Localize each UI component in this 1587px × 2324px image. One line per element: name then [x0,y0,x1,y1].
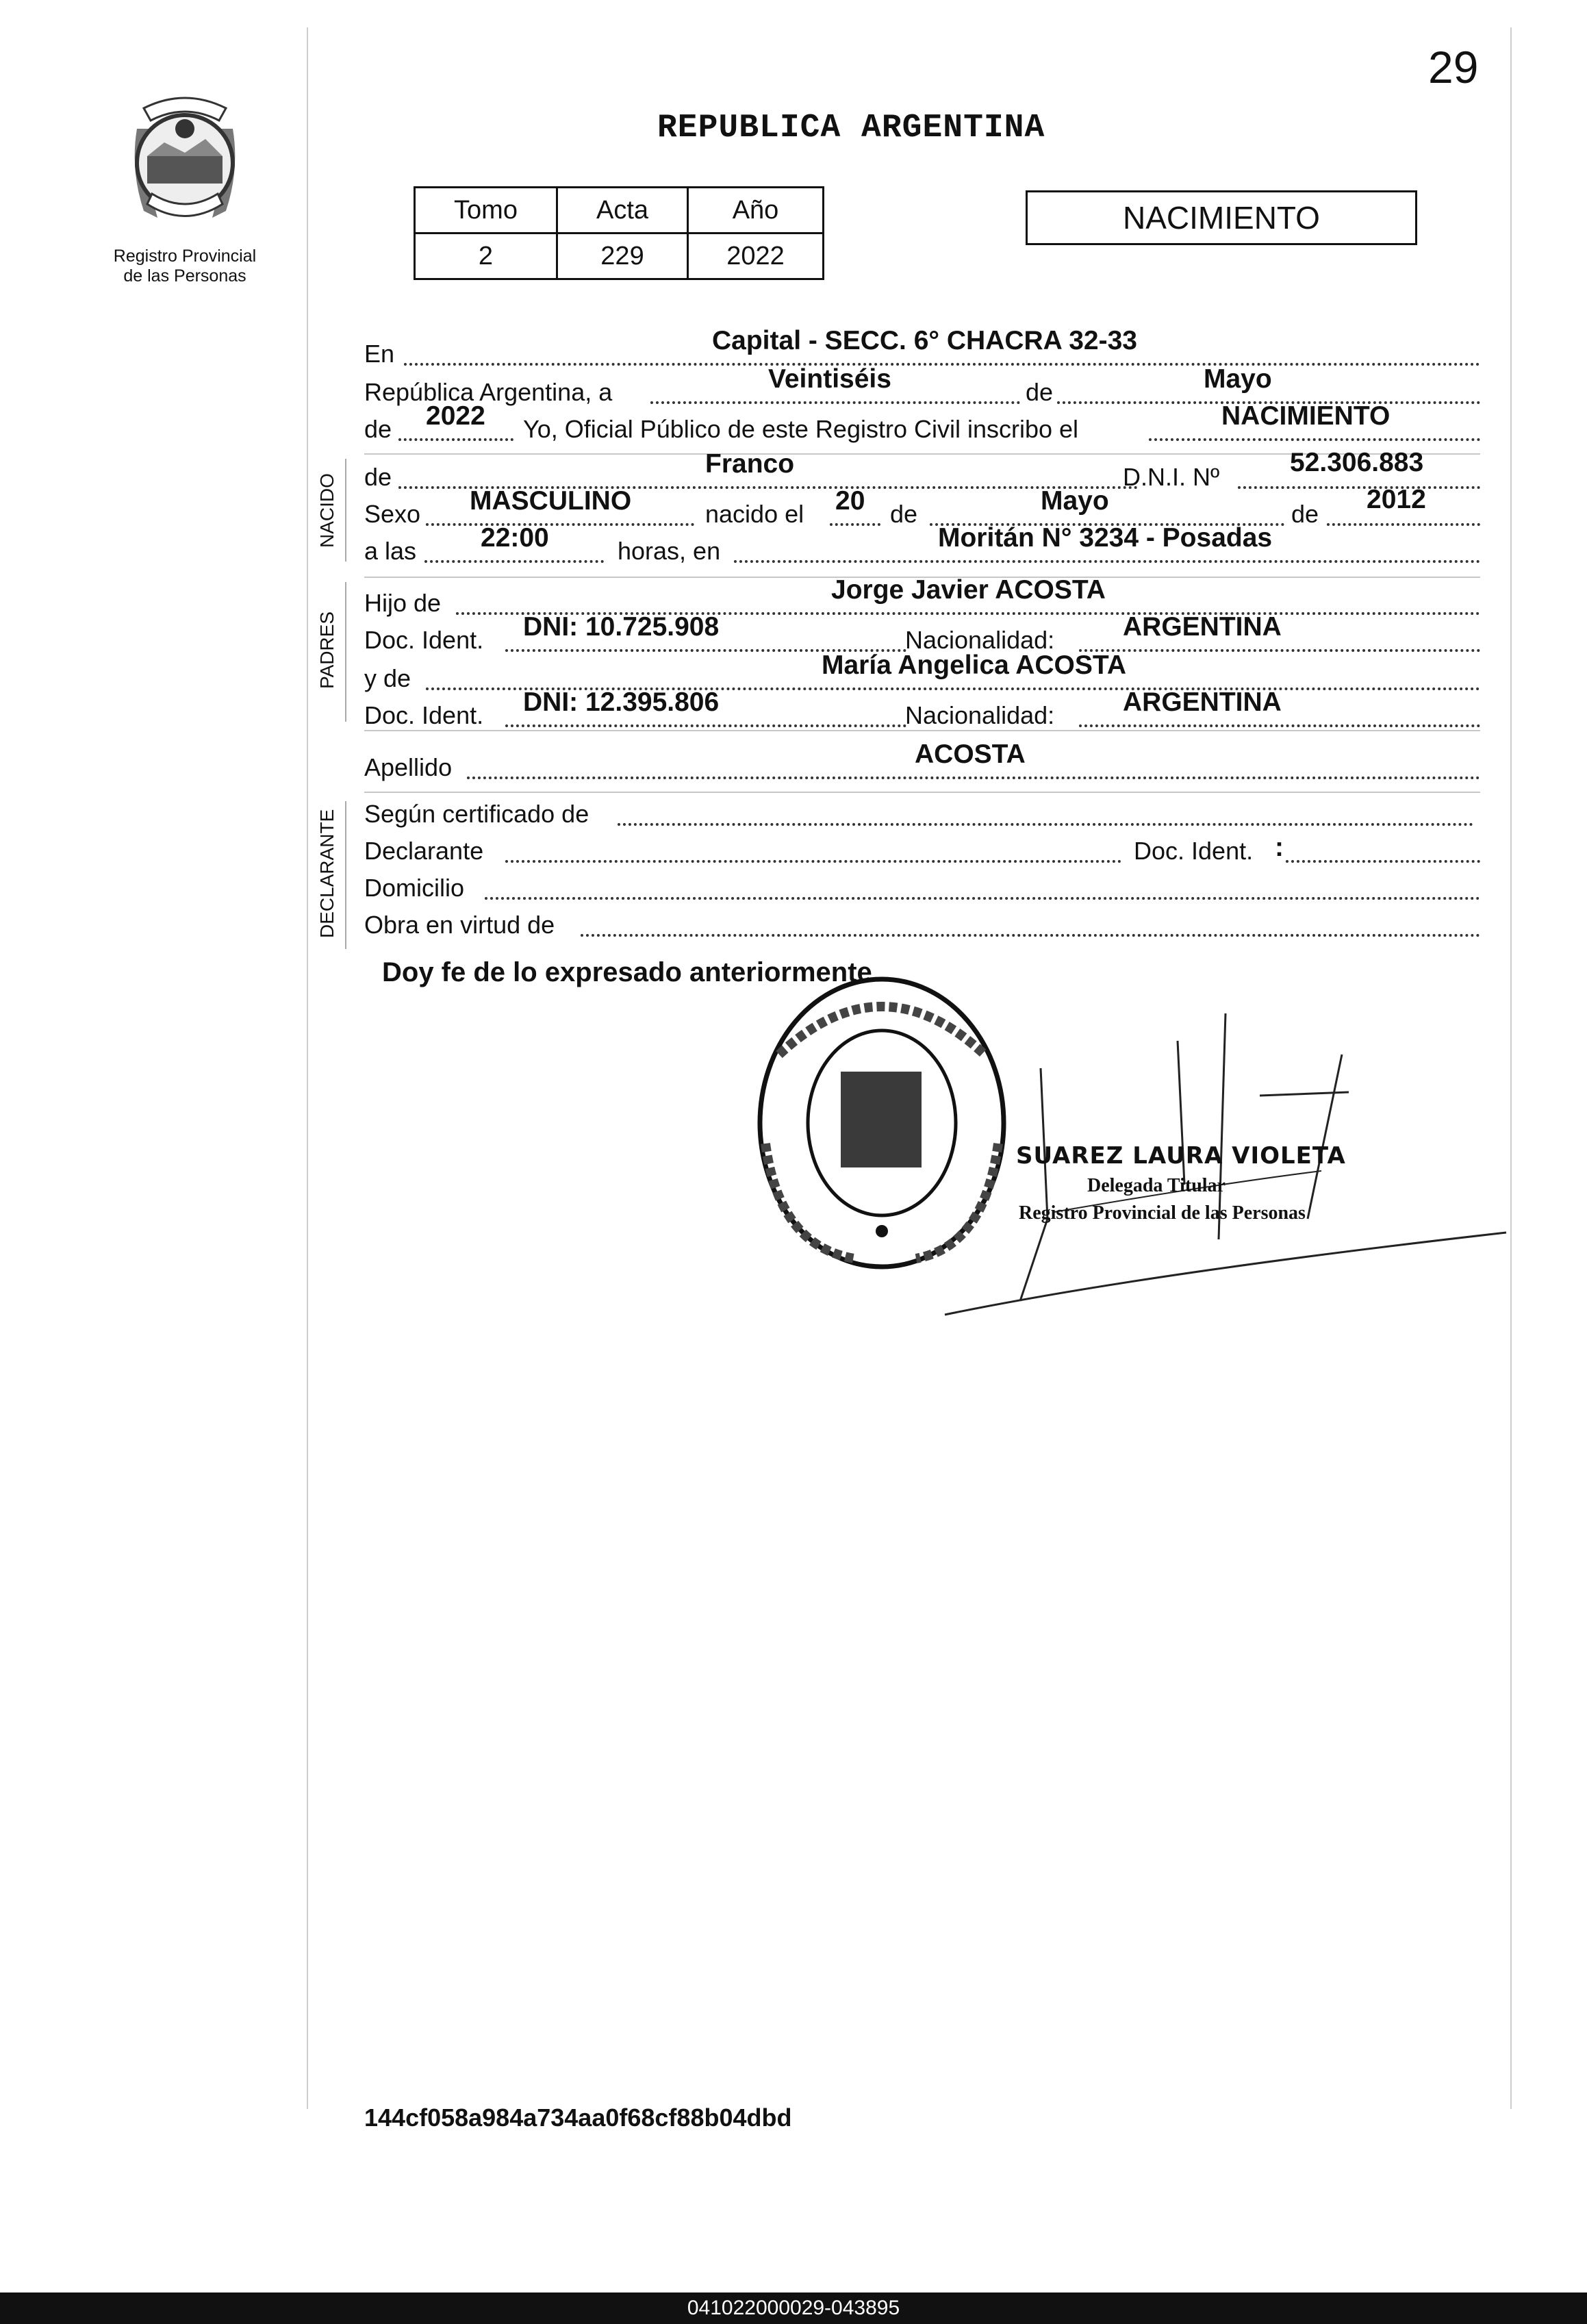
ref-value-acta: 229 [557,233,688,279]
dotted-leader [424,560,604,563]
dotted-leader [734,560,1480,563]
declarante-label: Declarante [364,837,484,865]
domicilio-label: Domicilio [364,874,465,902]
divider [364,730,1480,731]
sexo-label: Sexo [364,500,421,528]
row-en [364,326,1480,375]
birth-de2-label: de [1291,500,1319,528]
father-nationality-value: ARGENTINA [1123,612,1282,642]
decl-doc-label: Doc. Ident. [1134,837,1254,865]
bottom-code: 041022000029-043895 [687,2297,900,2319]
section-bracket [345,459,346,561]
apellido-label: Apellido [364,753,453,781]
dotted-leader [398,438,513,441]
father-doc-value: DNI: 10.725.908 [523,612,720,642]
obra-label: Obra en virtud de [364,911,555,939]
logo-caption-line1: Registro Provincial [113,247,257,266]
oficial-text: Yo, Oficial Público de este Registro Civil inscribo el [523,415,1079,443]
reference-table [414,186,824,280]
mother-nac-label: Nacionalidad: [905,701,1055,729]
signature-name: SUAREZ LAURA VIOLETA [1016,1142,1346,1170]
sexo-value: MASCULINO [470,486,632,516]
ref-value-tomo: 2 [415,233,557,279]
left-margin-line [307,27,308,2109]
dotted-leader [650,401,1020,404]
birth-time-value: 22:00 [481,523,549,553]
handwritten-signature [938,1013,1513,1328]
ref-header-ano: Año [688,188,824,233]
month-value: Mayo [1204,364,1272,394]
birth-year-value: 2012 [1367,485,1426,514]
father-value: Jorge Javier ACOSTA [831,575,1106,605]
horas-label: horas, en [618,537,721,565]
en-label: En [364,340,395,368]
y-de-label: y de [364,664,411,692]
de-label: de [1026,378,1054,406]
reference-value-row [415,233,824,279]
closing-statement: Doy fe de lo expresado anteriormente [382,957,872,987]
dni-label: D.N.I. Nº [1123,463,1220,491]
mother-nationality-value: ARGENTINA [1123,687,1282,717]
logo-caption [89,247,281,286]
dotted-leader [505,860,1121,863]
bottom-barcode-bar [0,2293,1587,2324]
father-nac-label: Nacionalidad: [905,626,1055,654]
row-segun [364,797,1480,835]
signature-role: Delegada Titular [1087,1175,1226,1196]
birth-month-value: Mayo [1041,486,1109,516]
ref-value-ano: 2022 [688,233,824,279]
dotted-leader [581,934,1480,937]
mother-doc-label: Doc. Ident. [364,701,484,729]
ref-header-acta: Acta [557,188,688,233]
page-number: 29 [1428,42,1479,92]
dotted-leader [467,776,1480,779]
row-domicilio [364,871,1480,909]
signature-office: Registro Provincial de las Personas [1019,1202,1306,1224]
logo-caption-line2: de las Personas [123,266,246,286]
section-bracket [345,582,346,722]
dotted-leader [1286,860,1480,863]
mother-doc-value: DNI: 12.395.806 [523,687,720,717]
row-apellido [364,740,1480,789]
section-label-padres: PADRES [316,611,338,689]
dotted-leader [830,523,880,526]
dotted-leader [618,823,1473,826]
a-las-label: a las [364,537,417,565]
place-value: Capital - SECC. 6° CHACRA 32-33 [712,326,1137,355]
dotted-leader [1079,649,1480,652]
name-value: Franco [705,449,795,479]
ref-header-tomo: Tomo [415,188,557,233]
reference-header-row [415,188,824,233]
divider [364,792,1480,793]
dotted-leader [1327,523,1480,526]
birth-place-value: Moritán N° 3234 - Posadas [938,523,1273,553]
segun-label: Según certificado de [364,800,589,828]
dotted-leader [404,363,1480,366]
de2-label: de [364,415,392,443]
day-words-value: Veintiséis [768,364,891,394]
year-value: 2022 [426,401,485,431]
dotted-leader [426,523,694,526]
row-oficial [364,401,1480,451]
mother-value: María Angelica ACOSTA [822,651,1126,680]
birth-day-value: 20 [835,486,865,516]
republica-label: República Argentina, a [364,378,613,406]
row-declarante [364,834,1480,872]
apellido-value: ACOSTA [915,740,1026,769]
birth-de-label: de [890,500,918,528]
province-logo [116,88,253,238]
nacido-de-label: de [364,463,392,491]
document-title: REPUBLICA ARGENTINA [657,110,1045,147]
dotted-leader [1079,724,1480,727]
document-type-box: NACIMIENTO [1026,190,1417,245]
row-hora [364,523,1480,572]
dotted-leader [505,724,906,727]
dni-value: 52.306.883 [1290,448,1424,477]
decl-doc-value: : [1275,833,1284,862]
dotted-leader [1149,438,1480,441]
section-bracket [345,801,346,949]
section-label-declarante: DECLARANTE [316,809,338,938]
document-hash: 144cf058a984a734aa0f68cf88b04dbd [364,2104,792,2132]
nacido-el-label: nacido el [705,500,804,528]
row-obra [364,908,1480,946]
hijo-label: Hijo de [364,589,442,617]
dotted-leader [485,897,1480,900]
father-doc-label: Doc. Ident. [364,626,484,654]
dotted-leader [1238,486,1480,489]
inscribo-value: NACIMIENTO [1221,401,1391,431]
section-label-nacido: NACIDO [316,473,338,548]
